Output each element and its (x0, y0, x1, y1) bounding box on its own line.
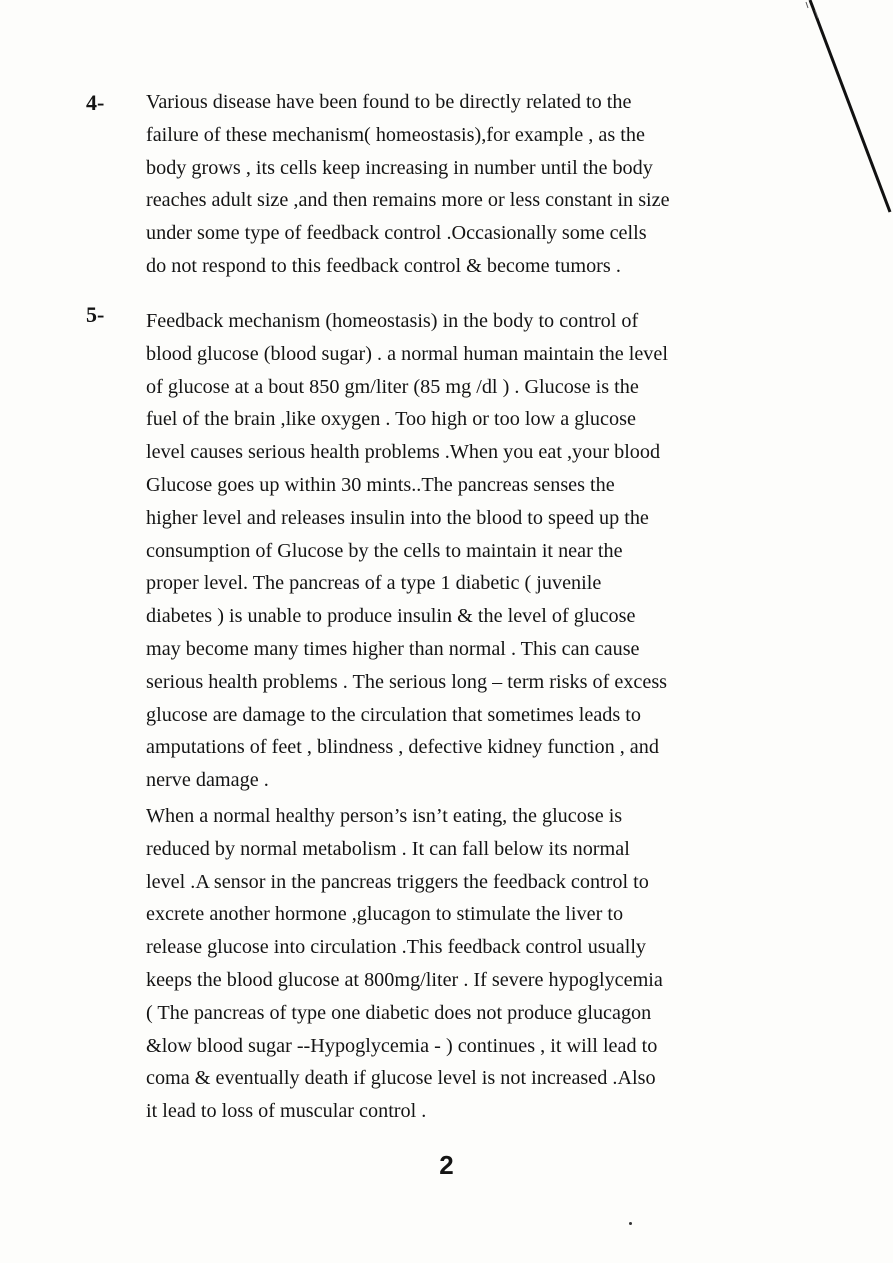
paragraph-line: When a normal healthy person’s isn’t eating, the glucose is (146, 805, 623, 827)
paragraph-line: amputations of feet , blindness , defective kidney function , and (146, 736, 659, 759)
scan-speck (629, 1222, 632, 1225)
paragraph-line: may become many times higher than normal . This can cause (146, 637, 640, 660)
paragraph-line: failure of these mechanism( homeostasis),for example , as the (146, 123, 645, 146)
paragraph-line: excrete another hormone ,glucagon to stimulate the liver to (146, 903, 624, 926)
item-5-continuation-paragraph (146, 800, 796, 1128)
paragraph-line: level .A sensor in the pancreas triggers the feedback control to (146, 870, 649, 893)
paragraph-line: ( The pancreas of type one diabetic does not produce glucagon (146, 1001, 652, 1024)
paragraph-line: keeps the blood glucose at 800mg/liter . If severe hypoglycemia (146, 968, 663, 991)
paragraph-line: under some type of feedback control .Occasionally some cells (146, 222, 647, 245)
paragraph-line: level causes serious health problems .When you eat ,your blood (146, 441, 661, 464)
paragraph-line: &low blood sugar --Hypoglycemia - ) continues , it will lead to (146, 1034, 658, 1057)
paragraph-line: reaches adult size ,and then remains more or less constant in size (146, 189, 670, 212)
paragraph-line: body grows , its cells keep increasing in number until the body (146, 156, 653, 179)
paragraph-line: serious health problems . The serious long – term risks of excess (146, 670, 668, 693)
paragraph-line: Feedback mechanism (homeostasis) in the body to control of (146, 310, 639, 332)
paragraph-line: higher level and releases insulin into the blood to speed up the (146, 506, 649, 529)
paragraph-line: blood glucose (blood sugar) . a normal human maintain the level (146, 342, 668, 365)
page-number: 2 (439, 1150, 454, 1180)
paragraph-line: it lead to loss of muscular control . (146, 1100, 427, 1123)
paragraph-line: proper level. The pancreas of a type 1 diabetic ( juvenile (146, 572, 602, 595)
item-4-number: 4- (86, 90, 105, 115)
paragraph-line: Glucose goes up within 30 mints..The pancreas senses the (146, 473, 615, 496)
paragraph-line: Various disease have been found to be directly related to the (146, 91, 632, 113)
paragraph-line: diabetes ) is unable to produce insulin & the level of glucose (146, 605, 636, 628)
paragraph-line: coma & eventually death if glucose level is not increased .Also (146, 1067, 656, 1090)
paragraph-line: release glucose into circulation .This feedback control usually (146, 936, 647, 959)
item-5-number: 5- (86, 302, 105, 327)
paragraph-line: fuel of the brain ,like oxygen . Too high or too low a glucose (146, 408, 636, 431)
item-5-paragraph (146, 305, 796, 797)
paragraph-line: reduced by normal metabolism . It can fall below its normal (146, 837, 630, 860)
item-4-paragraph (146, 86, 796, 283)
paragraph-line: do not respond to this feedback control & become tumors . (146, 254, 621, 277)
paragraph-line: nerve damage . (146, 769, 269, 792)
paragraph-line: consumption of Glucose by the cells to maintain it near the (146, 539, 623, 562)
paragraph-line: of glucose at a bout 850 gm/liter (85 mg /dl ) . Glucose is the (146, 375, 639, 398)
paragraph-line: glucose are damage to the circulation that sometimes leads to (146, 703, 641, 726)
